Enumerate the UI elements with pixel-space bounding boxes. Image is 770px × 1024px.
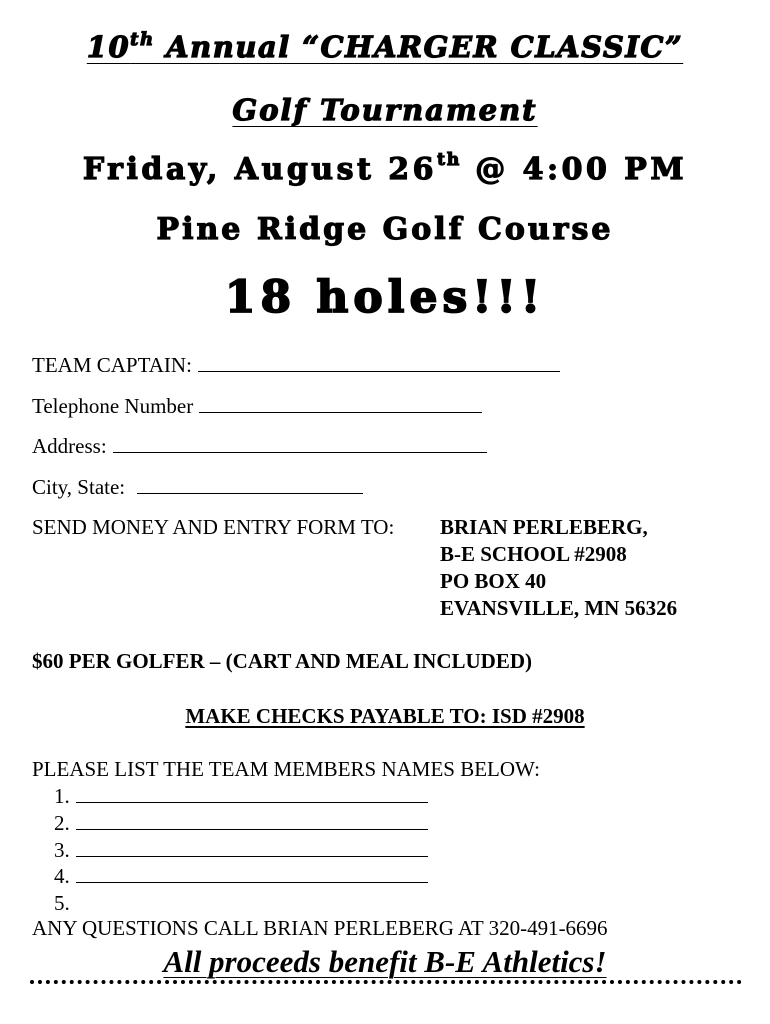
telephone-field[interactable] <box>199 411 482 413</box>
city-state-row <box>32 477 363 498</box>
member-number: 3. <box>54 838 70 862</box>
member-name-field[interactable] <box>76 801 428 803</box>
team-member-row <box>54 893 76 914</box>
team-members-label: PLEASE LIST THE TEAM MEMBERS NAMES BELOW: <box>32 757 540 781</box>
team-captain-row <box>32 355 560 376</box>
address-field[interactable] <box>113 451 487 453</box>
mailing-address-line: PO BOX 40 <box>440 569 547 593</box>
team-captain-label: TEAM CAPTAIN: <box>32 353 192 377</box>
mailing-address-line: EVANSVILLE, MN 56326 <box>440 596 678 620</box>
subtitle: Golf Tournament <box>232 93 538 127</box>
date-ordinal: th <box>437 150 462 170</box>
title-line <box>0 30 770 64</box>
title-text: Annual “CHARGER CLASSIC” <box>154 30 684 64</box>
team-member-row <box>54 840 428 861</box>
team-member-row <box>54 786 428 807</box>
fee-text: $60 PER GOLFER – (CART AND MEAL INCLUDED) <box>32 649 532 673</box>
checks-payable: MAKE CHECKS PAYABLE TO: ISD #2908 <box>185 704 585 728</box>
address-row <box>32 436 487 457</box>
send-to-label: SEND MONEY AND ENTRY FORM TO: <box>32 515 395 539</box>
team-member-row <box>54 813 428 834</box>
title-number: 10 <box>86 30 131 64</box>
member-name-field[interactable] <box>76 828 428 830</box>
member-number: 1. <box>54 784 70 808</box>
telephone-row <box>32 396 482 417</box>
telephone-label: Telephone Number <box>32 394 194 418</box>
mailing-address-line: BRIAN PERLEBERG, <box>440 515 648 539</box>
member-number: 2. <box>54 811 70 835</box>
mailing-address-line: B-E SCHOOL #2908 <box>440 542 627 566</box>
holes-callout: 18 holes!!! <box>224 272 546 323</box>
event-date: Friday, August 26th @ 4:00 PM <box>82 150 688 187</box>
proceeds-tagline: All proceeds benefit B-E Athletics! <box>163 944 607 979</box>
member-name-field[interactable] <box>76 855 428 857</box>
member-name-field[interactable] <box>76 881 428 883</box>
questions-text: ANY QUESTIONS CALL BRIAN PERLEBERG AT 320-491-6696 <box>32 916 608 940</box>
title-ordinal: th <box>130 29 155 50</box>
team-member-row <box>54 866 428 887</box>
member-number: 5. <box>54 891 70 915</box>
member-number: 4. <box>54 864 70 888</box>
event-venue: Pine Ridge Golf Course <box>156 212 614 247</box>
city-state-label: City, State: <box>32 475 126 499</box>
address-label: Address: <box>32 434 107 458</box>
team-captain-field[interactable] <box>198 370 560 372</box>
dotted-divider <box>30 980 742 984</box>
city-state-field[interactable] <box>137 492 363 494</box>
